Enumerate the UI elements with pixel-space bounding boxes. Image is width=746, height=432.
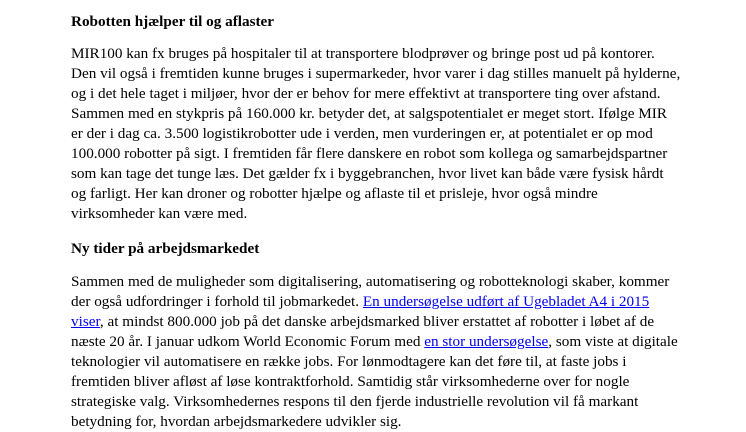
paragraph-line: Sammen med en stykpris på 160.000 kr. betyder det, at salgspotentialet er meget stort. Ifølge MIR (71, 105, 667, 122)
wef-survey-link[interactable]: en stor undersøgelse (424, 333, 549, 350)
paragraph-line: MIR100 kan fx bruges på hospitaler til at transportere blodprøver og bringe post ud på kontorer. (71, 45, 655, 62)
paragraph-line: fremtiden bliver afløst af løse kontraktforhold. Samtidig står virksomhederne over for nogle (71, 373, 630, 390)
text-segment: der også udfordringer i forhold til jobmarkedet. (71, 293, 363, 310)
paragraph-line (71, 332, 691, 352)
text-segment: , at mindst 800.000 job på det danske arbejdsmarked bliver erstattet af robotter i løbet af de (99, 313, 655, 330)
a4-survey-link[interactable]: En undersøgelse udført af Ugebladet A4 i 2015 (362, 293, 650, 310)
text-segment: næste 20 år. I januar udkom World Economic Forum med (71, 333, 425, 350)
paragraph-line: og farligt. Her kan droner og robotter hjælpe og aflaste til et prisleje, hvor også mindre (71, 185, 598, 202)
paragraph-line: 100.000 robotter på sigt. I fremtiden får flere danskere en robot som kollega og samarbejdspartner (71, 145, 668, 162)
paragraph-line (71, 312, 691, 332)
paragraph-robot (71, 44, 691, 224)
paragraph-line: som kan tage det tunge læs. Det gælder fx i byggebranchen, hvor livet kan både være fysisk hårdt (71, 165, 664, 182)
paragraph-line: Sammen med de muligheder som digitalisering, automatisering og robotteknologi skaber, kommer (71, 273, 670, 290)
paragraph-line: er der i dag ca. 3.500 logistikrobotter ude i verden, men vurderingen er, at potentialet er op mod (71, 125, 653, 142)
section-heading-robot: Robotten hjælper til og aflaster (71, 13, 275, 30)
section-heading-jobmarket: Ny tider på arbejdsmarkedet (71, 240, 260, 257)
paragraph-line: og i det hele taget i miljøer, hvor der er behov for mere effektivt at transportere ting over afstand. (71, 85, 661, 102)
paragraph-line: strategiske valg. Virksomhedernes respons til den fjerde industrielle revolution vil få markant (71, 393, 639, 410)
a4-survey-link-continued[interactable]: viser (71, 313, 100, 330)
paragraph-line: betydning for, hvordan arbejdsmarkedere udvikler sig. (71, 413, 402, 430)
text-segment: , som viste at digitale (548, 333, 678, 350)
paragraph-line (71, 292, 691, 312)
paragraph-jobmarket (71, 272, 691, 432)
paragraph-line: virksomheder kan være med. (71, 205, 248, 222)
paragraph-line: Den vil også i fremtiden kunne bruges i supermarkeder, hvor varer i dag stilles manuelt på hylderne, (71, 65, 681, 82)
document-content (71, 12, 691, 432)
paragraph-line: teknologier vil automatisere en række jobs. For lønmodtagere kan det føre til, at faste jobs i (71, 353, 627, 370)
